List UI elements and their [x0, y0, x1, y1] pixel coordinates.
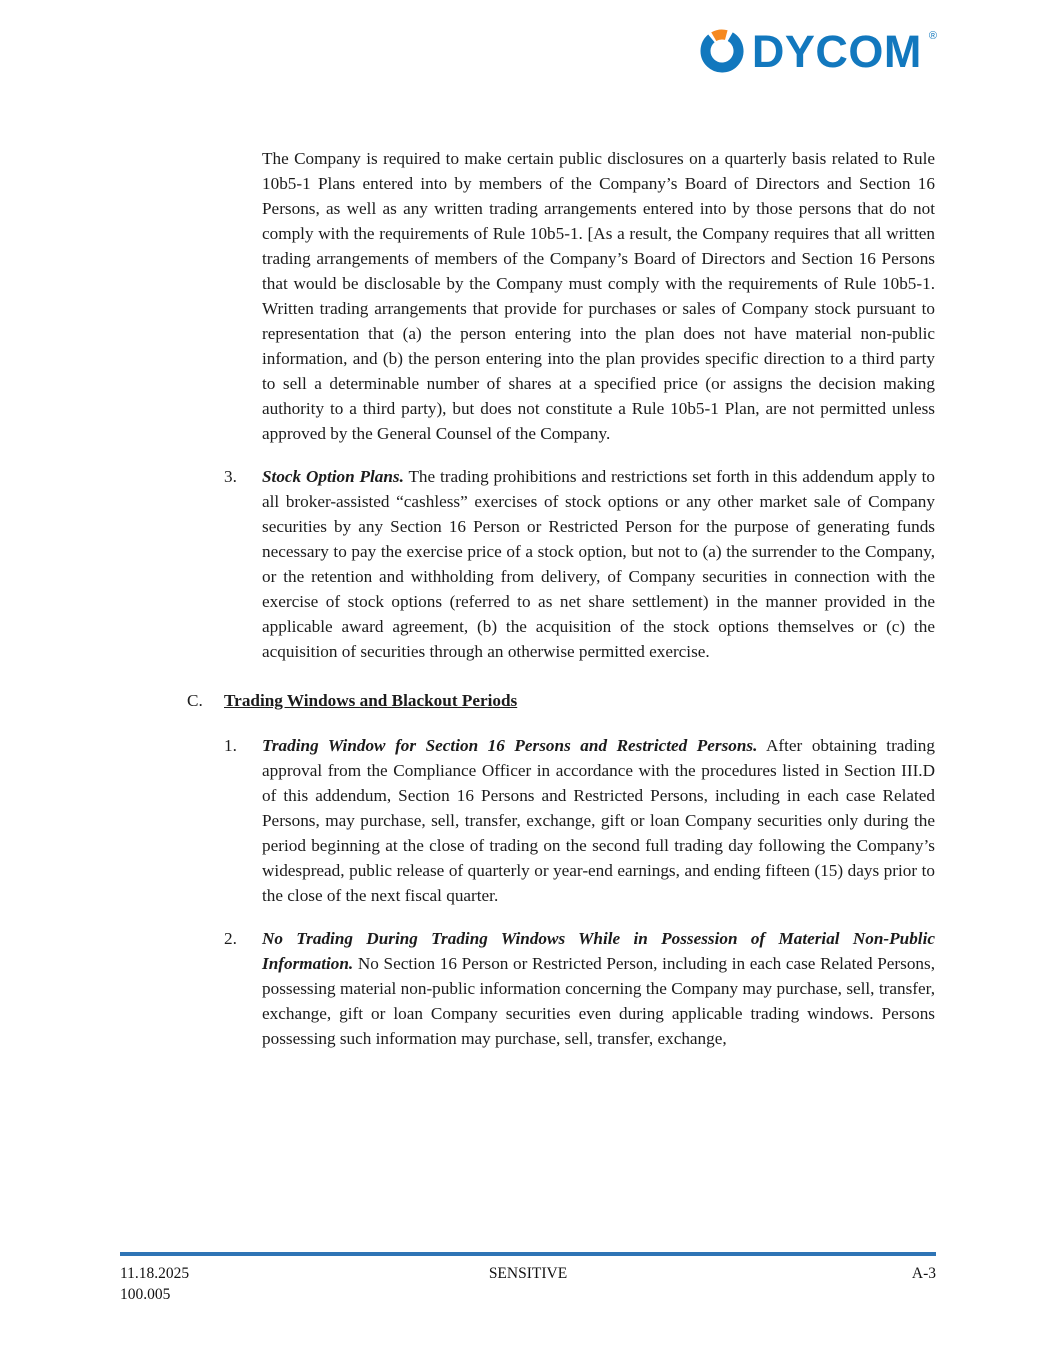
list-item-1-trading-window: [187, 733, 935, 908]
footer-doc-number: 100.005: [120, 1286, 171, 1303]
dycom-logo: [699, 25, 937, 77]
list-item-3-lead: Stock Option Plans.: [262, 467, 404, 486]
document-body: [187, 146, 935, 1069]
list-item-1-body: After obtaining trading approval from the Compliance Officer in accordance with the procedures listed in Section III.D of this addendum, Section 16 Persons and Restricted Persons, including in each case Related Persons, may purchase, sell, transfer, exchange, gift or loan Company securities only during the period beginning at the close of trading on the second full trading day following the Company’s widespread, public release of quarterly or year-end earnings, and ending fifteen (15) days prior to the close of the next fiscal quarter.: [262, 736, 935, 905]
footer-date: 11.18.2025: [120, 1265, 190, 1282]
paragraph-rule-10b5-1-text: The Company is required to make certain public disclosures on a quarterly basis related to Rule 10b5-1 Plans entered into by members of the Company’s Board of Directors and Section 16 Persons, as well as any written trading arrangements entered into by those persons that do not comply with the requirements of Rule 10b5-1. [As a result, the Company requires that all written trading arrangements of members of the Company’s Board of Directors and Section 16 Persons that would be disclosable by the Company must comply with the requirements of Rule 10b5-1. Written trading arrangements that provide for purchases or sales of Company stock pursuant to representation that (a) the person entering into the plan does not have material non-public information, and (b) the person entering into the plan provides specific direction to a third party to sell a determinable number of shares at a specified price (or assigns the decision making authority to a third party), but does not constitute a Rule 10b5-1 Plan, are not permitted unless approved by the General Counsel of the Company.: [262, 149, 935, 443]
dycom-logo-icon: [699, 28, 745, 74]
section-c-heading-row: [187, 688, 935, 713]
list-item-1-lead: Trading Window for Section 16 Persons and Restricted Persons.: [262, 736, 758, 755]
list-item-2-number: 2.: [224, 929, 237, 948]
dycom-logo-text: DYCOM: [751, 25, 922, 77]
list-item-3-number: 3.: [224, 467, 237, 486]
list-item-3-stock-option-plans: [187, 464, 935, 664]
list-item-1-number: 1.: [224, 736, 237, 755]
list-item-2-lead: No Trading During Trading Windows While in Possession of Material Non-Public Information.: [262, 929, 935, 973]
list-item-2-body: No Section 16 Person or Restricted Person, including in each case Related Persons, possessing material non-public information concerning the Company may purchase, sell, transfer, exchange, gift or loan Company securities even during applicable trading windows. Persons possessing such information may purchase, sell, transfer, exchange,: [262, 954, 936, 1048]
list-item-3-body: The trading prohibitions and restrictions set forth in this addendum apply to all broker-assisted “cashless” exercises of stock options or any other market sale of Company securities by any Section 16 Person or Restricted Person for the purpose of generating funds necessary to pay the exercise price of a stock option, but not to (a) the surrender to the Company, or the retention and withholding from delivery, of Company securities in connection with the exercise of stock options (referred to as net share settlement) in the manner provided in the applicable award agreement, (b) the acquisition of the stock options themselves or (c) the acquisition of securities through an otherwise permitted exercise.: [262, 467, 935, 661]
list-item-2-no-trading: [187, 926, 935, 1051]
paragraph-rule-10b5-1: [262, 146, 935, 446]
footer-divider-rule: [120, 1252, 936, 1256]
section-c-heading: Trading Windows and Blackout Periods: [224, 691, 518, 710]
section-c-letter: C.: [187, 691, 203, 710]
footer-sensitivity-label: SENSITIVE: [488, 1265, 568, 1282]
registered-trademark-symbol: ®: [928, 30, 937, 42]
footer-page-number: A-3: [911, 1265, 936, 1282]
